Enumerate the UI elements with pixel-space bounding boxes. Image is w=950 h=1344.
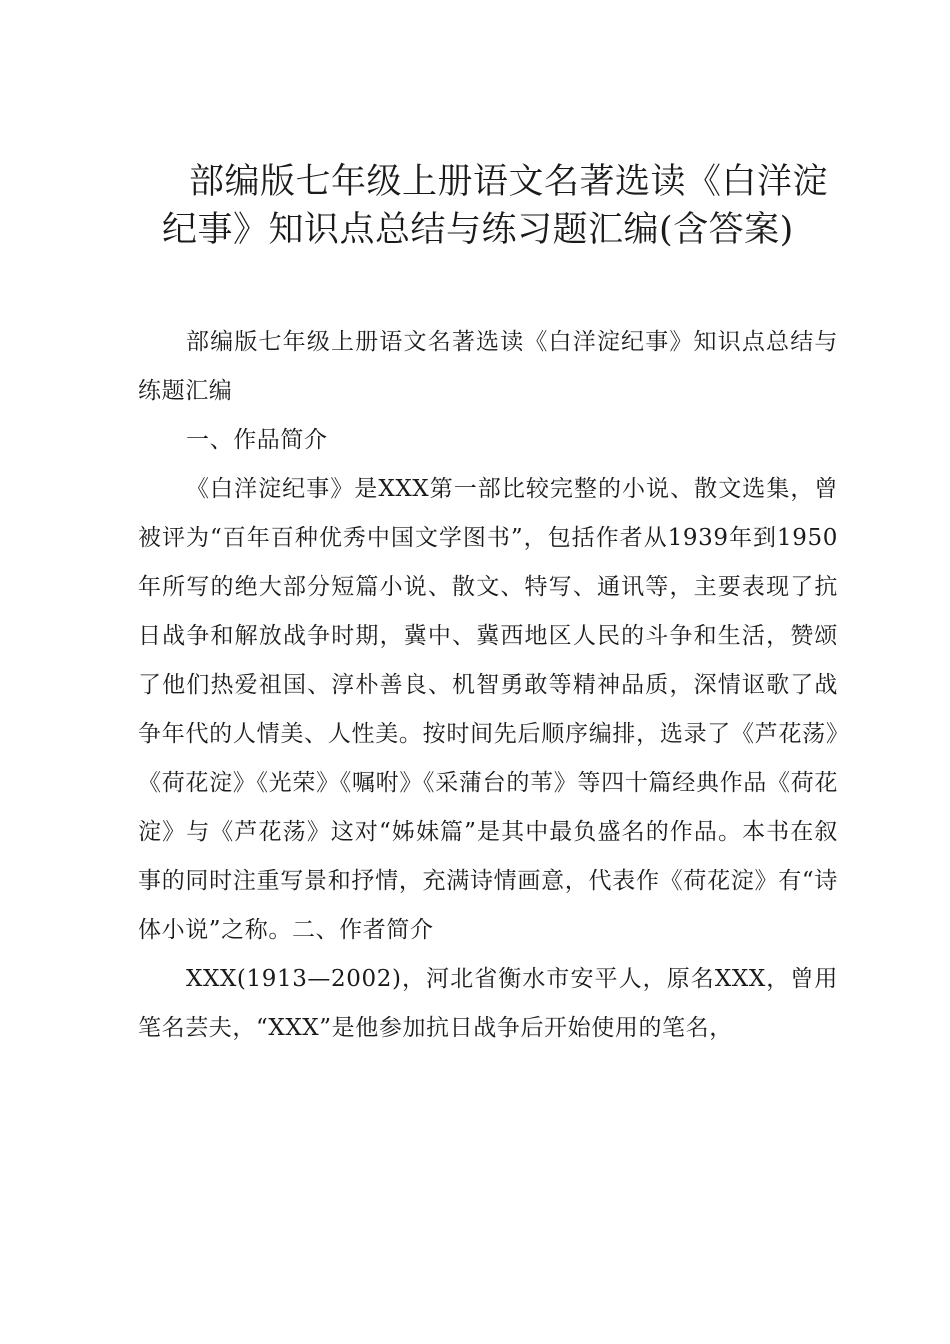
document-body xyxy=(138,318,838,1053)
section-heading-work-intro: 一、作品简介 xyxy=(186,427,328,453)
work-intro-paragraph: 《白洋淀纪事》是XXX第一部比较完整的小说、散文选集，曾被评为“百年百种优秀中国文学图书”，包括作者从1939年到1950年所写的绝大部分短篇小说、散文、特写、通讯等，主要表现了抗日战争和解放战争时期，冀中、冀西地区人民的斗争和生活，赞颂了他们热爱祖国、淳朴善良、机智勇敢等精神品质，深情讴歌了战争年代的人情美、人性美。按时间先后顺序编排，选录了《芦花荡》《荷花淀》《光荣》《嘱咐》《采蒲台的苇》等四十篇经典作品《荷花淀》与《芦花荡》这对“姊妹篇”是其中最负盛名的作品。本书在叙事的同时注重写景和抒情，充满诗情画意，代表作《荷花淀》有“诗体小说”之称。二、作者简介 xyxy=(138,476,838,943)
intro-paragraph: 部编版七年级上册语文名著选读《白洋淀纪事》知识点总结与练题汇编 xyxy=(138,329,838,404)
document-title: 部编版七年级上册语文名著选读《白洋淀纪事》知识点总结与练习题汇编(含答案) xyxy=(162,162,829,250)
author-intro-paragraph: XXX(1913—2002)，河北省衡水市安平人，原名XXX，曾用笔名芸夫，“XXX”是他参加抗日战争后开始使用的笔名， xyxy=(138,966,838,1041)
